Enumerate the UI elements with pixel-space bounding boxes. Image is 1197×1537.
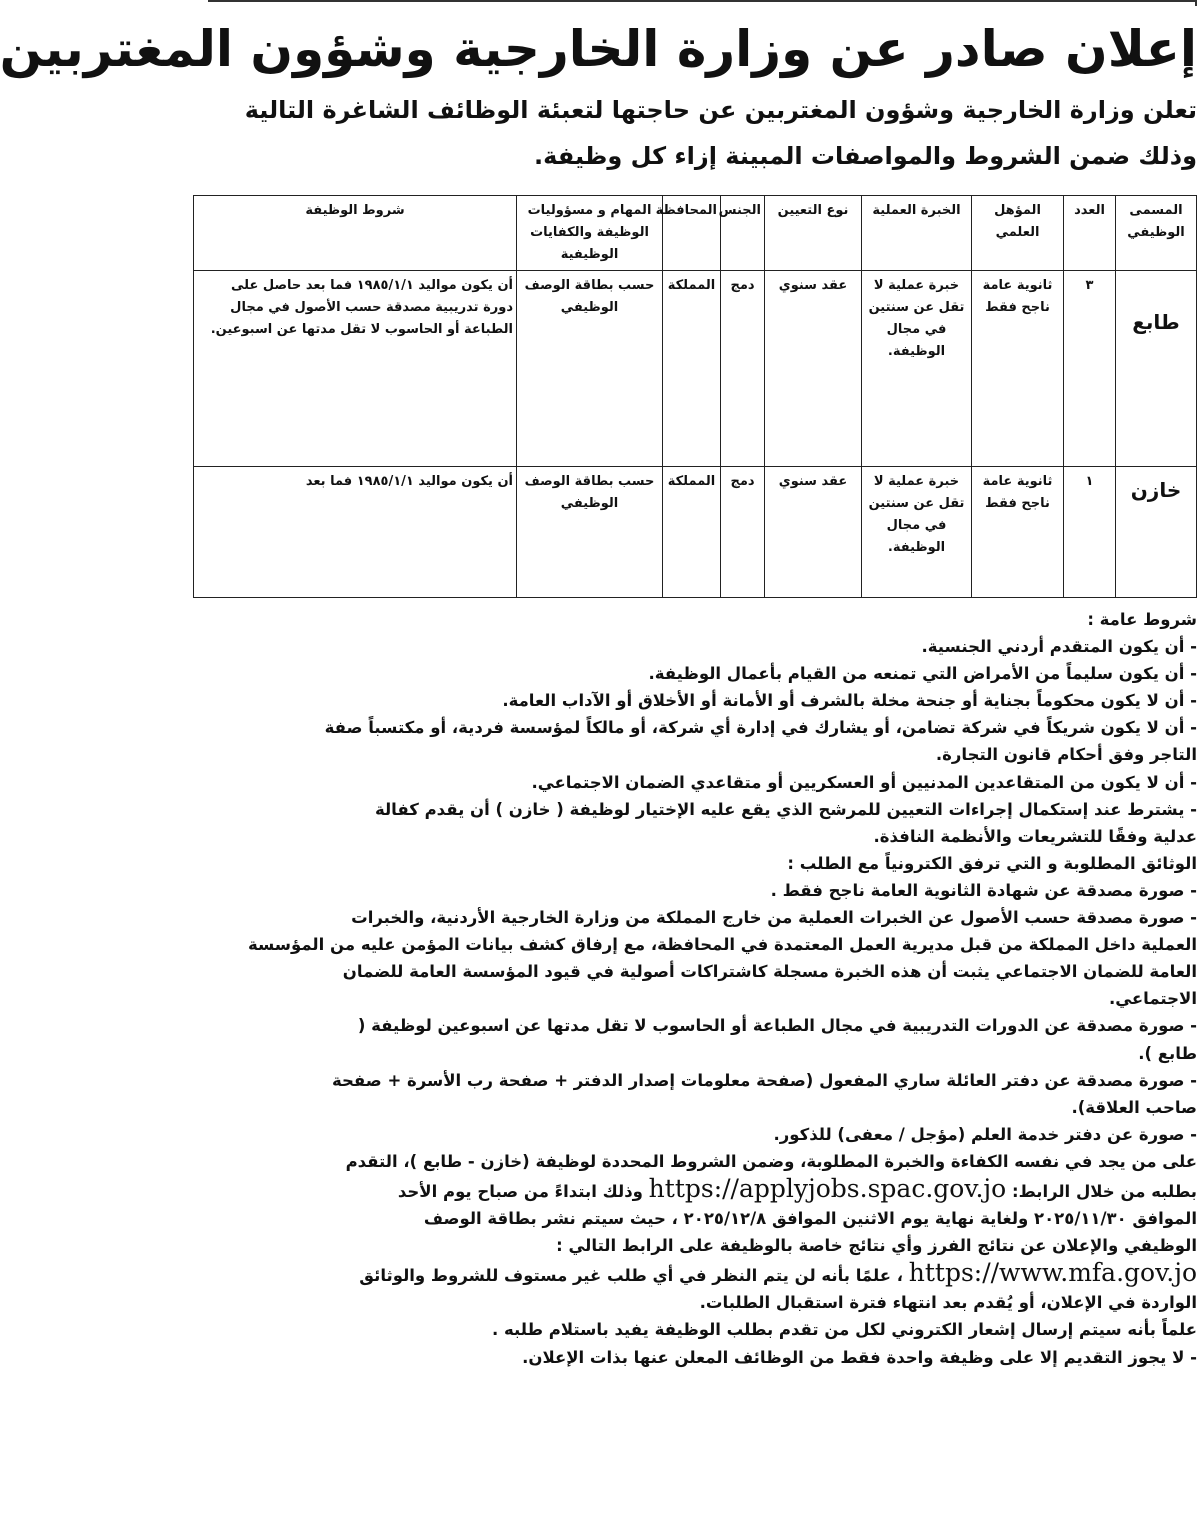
table-row <box>194 467 1197 598</box>
cell-duties: حسب بطاقة الوصف الوظيفي <box>517 467 663 598</box>
general-condition: - أن لا يكون محكوماً بجناية أو جنحة مخلة بالشرف أو الأمانة أو الأخلاق أو الآداب العامة. <box>502 691 1197 711</box>
required-document: - صورة مصدقة عن شهادة الثانوية العامة ناجح فقط . <box>770 880 1197 900</box>
header-gender: الجنس <box>721 196 765 271</box>
cell-job-title: طابع <box>1116 271 1197 467</box>
apply-line <box>197 1259 1197 1289</box>
apply-link[interactable]: https://applyjobs.spac.gov.jo <box>648 1173 1007 1203</box>
general-condition: - أن يكون المتقدم أردني الجنسية. <box>921 637 1197 657</box>
page-title: إعلان صادر عن وزارة الخارجية وشؤون المغتربين <box>0 20 1197 78</box>
cell-job-title: خازن <box>1116 467 1197 598</box>
cell-experience: خبرة عملية لا تقل عن سنتين في مجال الوظيفة. <box>862 271 972 467</box>
cell-gender: دمج <box>721 467 765 598</box>
intro-line-2: وذلك ضمن الشروط والمواصفات المبينة إزاء كل وظيفة. <box>534 142 1197 170</box>
header-appointment-type: نوع التعيين <box>765 196 862 271</box>
required-document: طابع ). <box>1138 1043 1197 1063</box>
apply-line: الوظيفي والإعلان عن نتائج الفرز وأي نتائج خاصة بالوظيفة على الرابط التالي : <box>556 1236 1197 1256</box>
mfa-link[interactable]: https://www.mfa.gov.jo <box>908 1258 1197 1288</box>
required-document: - صورة مصدقة عن الدورات التدريبية في مجال الطباعة أو الحاسوب لا تقل مدتها عن اسبوعين لوظيفة ( <box>357 1016 1197 1036</box>
cell-count: ٣ <box>1064 271 1116 467</box>
cell-governorate: المملكة <box>663 467 721 598</box>
cell-qualification: ثانوية عامة ناجح فقط <box>972 271 1064 467</box>
apply-line: الواردة في الإعلان، أو يُقدم بعد انتهاء فترة استقبال الطلبات. <box>699 1293 1197 1313</box>
required-document: الاجتماعي. <box>1108 989 1197 1009</box>
cell-experience: خبرة عملية لا تقل عن سنتين في مجال الوظيفة. <box>862 467 972 598</box>
required-documents-heading: الوثائق المطلوبة و التي ترفق الكترونياً مع الطلب : <box>787 853 1197 873</box>
apply-line: - لا يجوز التقديم إلا على وظيفة واحدة فقط من الوظائف المعلن عنها بذات الإعلان. <box>522 1347 1197 1367</box>
apply-line: الموافق ٢٠٢٥/١١/٣٠ ولغاية نهاية يوم الاثنين الموافق ٢٠٢٥/١٢/٨ ، حيث سيتم نشر بطاقة الوصف <box>423 1209 1197 1229</box>
header-conditions: شروط الوظيفة <box>194 196 517 271</box>
header-count: العدد <box>1064 196 1116 271</box>
cell-appointment-type: عقد سنوي <box>765 467 862 598</box>
general-condition: - أن لا يكون من المتقاعدين المدنيين أو العسكريين أو متقاعدي الضمان الاجتماعي. <box>531 772 1197 792</box>
cell-qualification: ثانوية عامة ناجح فقط <box>972 467 1064 598</box>
general-condition: - أن لا يكون شريكاً في شركة تضامن، أو يشارك في إدارة أي شركة، أو مالكاً لمؤسسة فردية، أو مكتسباً صفة <box>324 718 1197 738</box>
required-document: العامة للضمان الاجتماعي يثبت أن هذه الخبرة مسجلة كاشتراكات أصولية في قيود المؤسسة العامة للضمان <box>342 962 1197 982</box>
header-governorate: المحافظة <box>663 196 721 271</box>
announcement-body <box>197 606 1197 1371</box>
general-condition: - أن يكون سليماً من الأمراض التي تمنعه من القيام بأعمال الوظيفة. <box>648 664 1197 684</box>
apply-text: وذلك ابتداءً من صباح يوم الأحد <box>397 1181 643 1201</box>
cell-conditions: أن يكون مواليد ١٩٨٥/١/١ فما بعد حاصل على دورة تدريبية مصدقة حسب الأصول في مجال الطباعة أو الحاسوب لا تقل مدتها عن اسبوعين. <box>194 271 517 467</box>
vacancies-table <box>193 195 1197 598</box>
cell-appointment-type: عقد سنوي <box>765 271 862 467</box>
required-document: العملية داخل المملكة من قبل مديرية العمل المعتمدة في المحافظة، مع إرفاق كشف بيانات المؤمن عليه من المؤسسة <box>248 935 1197 955</box>
header-job-title: المسمى الوظيفي <box>1116 196 1197 271</box>
header-experience: الخبرة العملية <box>862 196 972 271</box>
cell-duties: حسب بطاقة الوصف الوظيفي <box>517 271 663 467</box>
apply-line: على من يجد في نفسه الكفاءة والخبرة المطلوبة، وضمن الشروط المحددة لوظيفة (خازن - طابع )، التقدم <box>345 1151 1197 1171</box>
required-document: - صورة مصدقة حسب الأصول عن الخبرات العملية من خارج المملكة من وزارة الخارجية الأردنية، والخبرات <box>351 908 1197 928</box>
apply-text: ، علمًا بأنه لن يتم النظر في أي طلب غير مستوف للشروط والوثائق <box>359 1266 903 1286</box>
cell-count: ١ <box>1064 467 1116 598</box>
required-document: - صورة عن دفتر خدمة العلم (مؤجل / معفى) للذكور. <box>773 1124 1197 1144</box>
header-qualification: المؤهل العلمي <box>972 196 1064 271</box>
intro-line-1: تعلن وزارة الخارجية وشؤون المغتربين عن حاجتها لتعبئة الوظائف الشاغرة التالية <box>244 96 1197 124</box>
general-conditions-heading: شروط عامة : <box>1087 610 1197 629</box>
apply-line: علماً بأنه سيتم إرسال إشعار الكتروني لكل من تقدم بطلب الوظيفة يفيد باستلام طلبه . <box>492 1320 1197 1340</box>
table-row <box>194 271 1197 467</box>
cell-conditions: أن يكون مواليد ١٩٨٥/١/١ فما بعد <box>194 467 517 598</box>
required-document: - صورة مصدقة عن دفتر العائلة ساري المفعول (صفحة معلومات إصدار الدفتر + صفحة رب الأسرة + صفحة <box>331 1070 1197 1090</box>
general-condition: - يشترط عند إستكمال إجراءات التعيين للمرشح الذي يقع عليه الإختيار لوظيفة ( خازن ) أن يقدم كفالة <box>374 799 1197 819</box>
table-header-row <box>194 196 1197 271</box>
apply-text: بطلبه من خلال الرابط: <box>1011 1181 1197 1201</box>
apply-line <box>197 1175 1197 1205</box>
required-document: صاحب العلاقة). <box>1071 1097 1197 1117</box>
header-duties: المهام و مسؤوليات الوظيفة والكفايات الوظيفية <box>517 196 663 271</box>
general-condition: التاجر وفق أحكام قانون التجارة. <box>935 745 1197 765</box>
page-frame <box>208 0 1197 6</box>
cell-governorate: المملكة <box>663 271 721 467</box>
general-condition: عدلية وفقًا للتشريعات والأنظمة النافذة. <box>873 826 1197 846</box>
cell-gender: دمج <box>721 271 765 467</box>
